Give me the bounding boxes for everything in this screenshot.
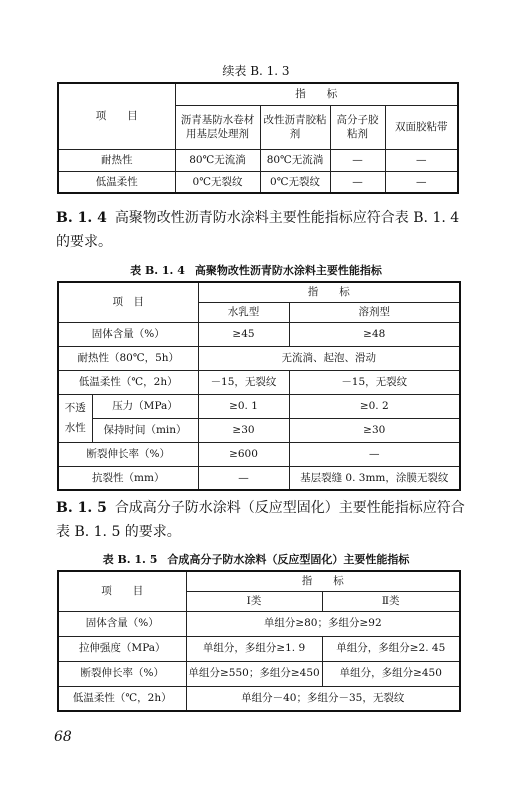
- group-label: [58, 394, 92, 442]
- cell: —: [385, 149, 458, 171]
- table-row: [58, 394, 460, 418]
- cell: ≥600: [198, 442, 289, 466]
- table-b14-caption: [0, 262, 512, 278]
- row-label: 低温柔性: [58, 171, 175, 193]
- paragraph-b15: [56, 496, 466, 544]
- sub-col-header: Ⅰ类: [186, 591, 322, 611]
- cell: —: [330, 171, 385, 193]
- cell: —: [198, 466, 289, 490]
- table-b15-caption: [0, 551, 512, 567]
- page-number: 68: [54, 729, 72, 745]
- merged-cell: 单组分≥80；多组分≥92: [186, 611, 460, 636]
- cell: 80℃无流淌: [260, 149, 330, 171]
- table-title: 合成高分子防水涂料（反应型固化）主要性能指标: [167, 553, 410, 566]
- row-label: 固体含量（%）: [58, 611, 186, 636]
- clause-number: B. 1. 4: [56, 210, 107, 226]
- row-label: 耐热性: [58, 149, 175, 171]
- continued-table-caption: 续表 B. 1. 3: [222, 64, 290, 78]
- cell: ≥0. 2: [289, 394, 460, 418]
- cell: ≥30: [289, 418, 460, 442]
- cell: 基层裂缝 0. 3mm，涂膜无裂纹: [289, 466, 460, 490]
- cell: 0℃无裂纹: [175, 171, 260, 193]
- cell: 80℃无流淌: [175, 149, 260, 171]
- item-header: 项 目: [58, 83, 175, 149]
- cell: 单组分，多组分≥450: [322, 661, 460, 686]
- row-label: 固体含量（%）: [58, 322, 198, 346]
- cell: 单组分，多组分≥1. 9: [186, 636, 322, 661]
- paragraph-b14: [56, 206, 466, 254]
- row-label: 断裂伸长率（%）: [58, 661, 186, 686]
- table-row: [58, 322, 460, 346]
- clause-text: 高聚物改性沥青防水涂料主要性能指标应符合表 B. 1. 4 的要求。: [56, 210, 460, 250]
- group-label-line: 水性: [64, 422, 86, 434]
- cell: ≥48: [289, 322, 460, 346]
- sub-col-header: 改性沥青胶粘剂: [260, 105, 330, 149]
- cell: ≥30: [198, 418, 289, 442]
- table-row: [58, 171, 458, 193]
- row-label: 拉伸强度（MPa）: [58, 636, 186, 661]
- cell: ≥0. 1: [198, 394, 289, 418]
- row-label: 耐热性（80℃，5h）: [58, 346, 198, 370]
- merged-cell: 无流淌、起泡、滑动: [198, 346, 460, 370]
- table-row: [58, 686, 460, 711]
- cell: —: [385, 171, 458, 193]
- cell: －15，无裂纹: [198, 370, 289, 394]
- table-b15: [57, 570, 461, 712]
- table-number: 表 B. 1. 5: [102, 553, 158, 566]
- cell: －15，无裂纹: [289, 370, 460, 394]
- table-row: [58, 418, 460, 442]
- cell: 0℃无裂纹: [260, 171, 330, 193]
- sub-col-header: 水乳型: [198, 302, 289, 322]
- merged-cell: 单组分－40；多组分－35，无裂纹: [186, 686, 460, 711]
- table-row: [58, 149, 458, 171]
- table-row: [58, 442, 460, 466]
- sub-col-header: Ⅱ类: [322, 591, 460, 611]
- row-label: 断裂伸长率（%）: [58, 442, 198, 466]
- cell: —: [330, 149, 385, 171]
- cell: 单组分，多组分≥2. 45: [322, 636, 460, 661]
- sub-col-header: 双面胶粘带: [385, 105, 458, 149]
- cell: ≥45: [198, 322, 289, 346]
- row-label: 保持时间（min）: [92, 418, 198, 442]
- row-label: 低温柔性（℃，2h）: [58, 370, 198, 394]
- sub-col-header: 沥青基防水卷材用基层处理剂: [175, 105, 260, 149]
- table-row: [58, 661, 460, 686]
- cell: 单组分≥550；多组分≥450: [186, 661, 322, 686]
- cell: —: [289, 442, 460, 466]
- row-label: 压力（MPa）: [92, 394, 198, 418]
- table-b14: [57, 281, 461, 491]
- table-row: [58, 466, 460, 490]
- table-b13: [57, 82, 459, 194]
- sub-col-header: 溶剂型: [289, 302, 460, 322]
- clause-number: B. 1. 5: [56, 500, 107, 516]
- group-label-line: 不透: [64, 402, 86, 414]
- item-header: 项 目: [58, 282, 198, 322]
- table-number: 表 B. 1. 4: [130, 264, 185, 277]
- clause-text: 合成高分子防水涂料（反应型固化）主要性能指标应符合表 B. 1. 5 的要求。: [56, 500, 465, 540]
- table-row: [58, 346, 460, 370]
- table-row: [58, 636, 460, 661]
- table-row: [58, 611, 460, 636]
- table-title: 高聚物改性沥青防水涂料主要性能指标: [194, 264, 382, 277]
- indicator-header: 指 标: [175, 83, 458, 105]
- row-label: 低温柔性（℃，2h）: [58, 686, 186, 711]
- indicator-header: 指 标: [186, 571, 460, 591]
- item-header: 项 目: [58, 571, 186, 611]
- table-row: [58, 370, 460, 394]
- sub-col-header: 高分子胶粘剂: [330, 105, 385, 149]
- indicator-header: 指 标: [198, 282, 460, 302]
- row-label: 抗裂性（mm）: [58, 466, 198, 490]
